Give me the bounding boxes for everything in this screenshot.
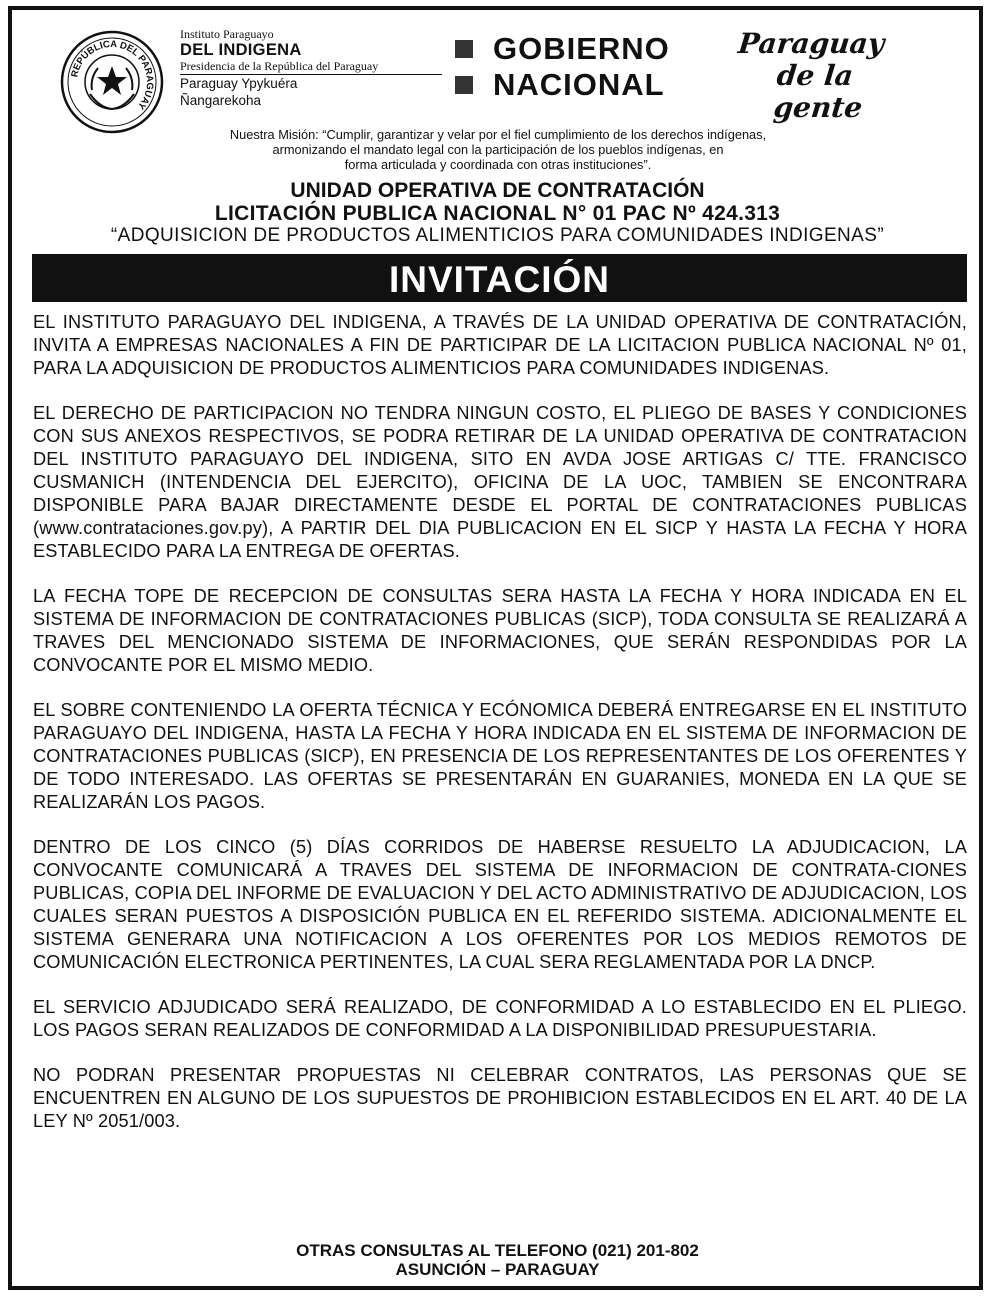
body-paragraph: DENTRO DE LOS CINCO (5) DÍAS CORRIDOS DE HABERSE RESUELTO LA ADJUDICACION, LA CONVOCANTE COMUNICARÁ A TRAVES DEL SISTEMA DE INFORMACION DE CONTRATA-CIONES PUBLICAS, COPIA DEL INFORME DE EVALUACION Y DEL ACTO ADMINISTRATIVO DE ADJUDICACION, LOS CUALES SERAN PUESTOS A DISPOSICIÓN PUBLICA EN EL REFERIDO SISTEMA. ADICIONALMENTE EL SISTEMA GENERARA UNA NOTIFICACION A LOS OFERENTES POR LOS MEDIOS REMOTOS DE COMUNICACIÓN ELECTRONICA PERTINENTES, LA CUAL SERA REGLAMENTADA POR LA DNCP. <box>33 837 967 972</box>
footer-city: ASUNCIÓN – PARAGUAY <box>395 1260 600 1279</box>
gobierno-label: GOBIERNO <box>493 31 670 66</box>
title-block <box>24 180 971 247</box>
institute-small-label: Instituto Paraguayo <box>180 27 274 41</box>
logo-square-icon <box>455 40 473 58</box>
body-paragraph: NO PODRAN PRESENTAR PROPUESTAS NI CELEBRAR CONTRATOS, LAS PERSONAS QUE SE ENCUENTREN EN ALGUNO DE LOS SUPUESTOS DE PROHIBICION ESTABLECIDOS EN EL ART. 40 DE LA LEY Nº 2051/003. <box>33 1065 967 1131</box>
slogan-line1: Paraguay <box>736 27 886 60</box>
svg-text:REPÚBLICA DEL PARAGUAY: REPÚBLICA DEL PARAGUAY <box>69 38 156 112</box>
body-paragraph: EL INSTITUTO PARAGUAYO DEL INDIGENA, A TRAVÉS DE LA UNIDAD OPERATIVA DE CONTRATACIÓN, INVITA A EMPRESAS NACIONALES A FIN DE PARTICIPAR DE LA LICITACION PUBLICA NACIONAL Nº 01, PARA LA ADQUISICION DE PRODUCTOS ALIMENTICIOS PARA COMUNIDADES INDIGENAS. <box>33 312 967 378</box>
body-paragraph: LA FECHA TOPE DE RECEPCION DE CONSULTAS SERA HASTA LA FECHA Y HORA INDICADA EN EL SISTEMA DE INFORMACION DE CONTRATACIONES PUBLICAS (SICP), TODA CONSULTA SE REALIZARÁ A TRAVES DEL MENCIONADO SISTEMA DE INFORMACIONES, QUE SERÁN RESPONDIDAS POR LA CONVOCANTE POR EL MISMO MEDIO. <box>33 586 967 675</box>
body-paragraph: EL SERVICIO ADJUDICADO SERÁ REALIZADO, DE CONFORMIDAD A LO ESTABLECIDO EN EL PLIEGO. LOS PAGOS SERAN REALIZADOS DE CONFORMIDAD A LA DISPONIBILIDAD PRESUPUESTARIA. <box>33 997 967 1040</box>
tender-subject: “ADQUISICION DE PRODUCTOS ALIMENTICIOS PARA COMUNIDADES INDIGENAS” <box>110 225 885 246</box>
mission-line: armonizando el mandato legal con la participación de los pueblos indígenas, en <box>272 142 724 157</box>
mission-line: Nuestra Misión: “Cumplir, garantizar y velar por el fiel cumplimiento de los derechos indígenas, <box>229 127 767 142</box>
logo-square-icon <box>455 76 473 94</box>
invitation-banner: INVITACIÓN <box>32 254 967 302</box>
nacional-label: NACIONAL <box>493 67 665 102</box>
unit-title: UNIDAD OPERATIVA DE CONTRATACIÓN <box>290 179 705 202</box>
guarani-name-line1: Paraguay Ypykuéra <box>180 76 298 91</box>
tender-title: LICITACIÓN PUBLICA NACIONAL N° 01 PAC Nº 424.313 <box>214 202 781 225</box>
body-paragraph: EL DERECHO DE PARTICIPACION NO TENDRA NINGUN COSTO, EL PLIEGO DE BASES Y CONDICIONES CON SUS ANEXOS RESPECTIVOS, SE PODRA RETIRAR DE LA UNIDAD OPERATIVA DE CONTRATACION DEL INSTITUTO PARAGUAYO DEL INDIGENA, SITO EN AVDA JOSE ARTIGAS C/ TTE. FRANCISCO CUSMANICH (INTENDENCIA DEL EJERCITO), OFICINA DE LA UOC, TAMBIEN SE ENCONTRARA DISPONIBLE PARA BAJAR DIRECTAMENTE DESDE EL PORTAL DE CONTRATACIONES PUBLICAS (www.contrataciones.gov.py), A PARTIR DEL DIA PUBLICACION EN EL SICP Y HASTA LA FECHA Y HORA ESTABLECIDO PARA LA ENTREGA DE OFERTAS. <box>33 403 967 561</box>
presidency-label: Presidencia de la República del Paraguay <box>180 59 442 75</box>
national-seal-logo <box>60 30 164 134</box>
guarani-name-line2: Ñangarekoha <box>180 93 262 108</box>
footer-phone: OTRAS CONSULTAS AL TELEFONO (021) 201-802 <box>296 1241 699 1260</box>
paraguay-slogan-logo <box>730 28 940 124</box>
slogan-line2: de la gente <box>771 59 864 124</box>
footer-contact <box>24 1241 971 1279</box>
header <box>60 28 940 128</box>
mission-line: forma articulada y coordinada con otras instituciones”. <box>344 157 652 172</box>
body-paragraph: EL SOBRE CONTENIENDO LA OFERTA TÉCNICA Y ECÓNOMICA DEBERÁ ENTREGARSE EN EL INSTITUTO PARAGUAYO DEL INDIGENA, HASTA LA FECHA Y HORA INDICADA EN EL SISTEMA DE INFORMACION DE CONTRATACIONES PUBLICAS (SICP), EN PRESENCIA DE LOS REPRESENTANTES DE LOS OFERENTES Y DE TODO INTERESADO. LAS OFERTAS SE PRESENTARÁN EN GUARANIES, MONEDA EN LA QUE SE REALIZARÁN LOS PAGOS. <box>33 700 967 812</box>
institute-name: DEL INDIGENA <box>180 41 302 59</box>
institute-logo-text <box>180 28 442 109</box>
mission-statement <box>120 127 876 172</box>
invitation-body <box>33 311 967 1155</box>
